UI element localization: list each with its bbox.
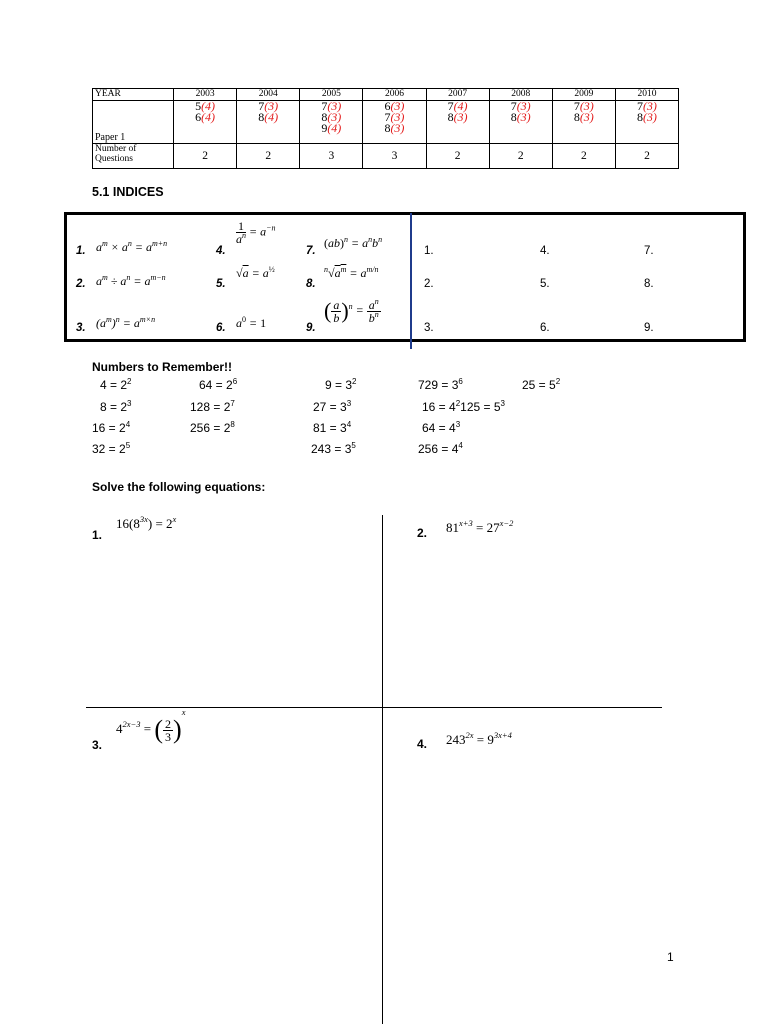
paper-cell: 7(3) 8(3) 9(4): [300, 101, 363, 144]
power-fact: $64 = 2^6$: [199, 377, 238, 392]
power-fact: $256 = 4^4$: [418, 441, 463, 456]
power-fact: $8 = 2^3$: [100, 399, 132, 414]
count-cell: 2: [489, 144, 552, 169]
year-table: [92, 88, 679, 169]
practice-number: 9.: [644, 322, 654, 334]
indices-divider: [410, 213, 412, 349]
year-cell: 2010: [615, 89, 678, 101]
section-title: 5.1 INDICES: [92, 185, 164, 199]
law-zero-formula: $a^0 = 1$: [236, 315, 267, 330]
solve-heading: Solve the following equations:: [92, 480, 266, 494]
equation-4: $243^{2x} = 9^{3x+4}$: [446, 730, 512, 747]
practice-number: 7.: [644, 245, 654, 257]
power-fact: $16 = 2^4$: [92, 420, 131, 435]
paper-label: Paper 1: [93, 101, 174, 144]
year-cell: 2007: [426, 89, 489, 101]
law-number: 7.: [306, 245, 316, 257]
paper-cell: 7(4) 8(3): [426, 101, 489, 144]
count-cell: 2: [426, 144, 489, 169]
equation-3: $4^{2x-3}$ = ( $\frac{2}{3}$ )$^x$: [116, 707, 186, 745]
paper-cell: 6(3) 7(3) 8(3): [363, 101, 426, 144]
law-number: 9.: [306, 322, 316, 334]
paper-cell: 7(3) 8(4): [237, 101, 300, 144]
power-fact: $243 = 3^5$: [311, 441, 356, 456]
law-number: 6.: [216, 322, 226, 334]
power-fact: $27 = 3^3$: [313, 399, 352, 414]
law-root-formula: $√a = a^{\frac{1}{2}}$: [236, 265, 275, 280]
question-number: 4.: [417, 737, 428, 751]
paper-cell: 7(3) 8(3): [489, 101, 552, 144]
practice-number: 1.: [424, 245, 434, 257]
year-cell: 2006: [363, 89, 426, 101]
year-cell: 2008: [489, 89, 552, 101]
law-bracket-formula: $(ab)^n = a^nb^n$: [324, 235, 383, 250]
paper-cell: 7(3) 8(3): [552, 101, 615, 144]
practice-number: 3.: [424, 322, 434, 334]
power-fact: $32 = 2^5$: [92, 441, 131, 456]
year-label: YEAR: [93, 89, 174, 101]
page-number: 1: [667, 950, 674, 964]
power-fact: $729 = 3^6$: [418, 377, 463, 392]
law-number: 2.: [76, 278, 86, 290]
paper-cell: 5(4) 6(4): [174, 101, 237, 144]
power-fact: $4 = 2^2$: [100, 377, 132, 392]
question-number: 1.: [92, 528, 103, 542]
power-fact: $128 = 2^7$: [190, 399, 235, 414]
practice-number: 5.: [540, 278, 550, 290]
question-number: 3.: [92, 738, 103, 752]
law-product-formula: $a^m \times a^n = a^{m+n}$: [96, 239, 168, 254]
equation-2: $81^{x+3} = 27^{x-2}$: [446, 518, 514, 535]
question-number: 2.: [417, 526, 428, 540]
grid-horizontal-line: [86, 707, 662, 708]
law-number: 8.: [306, 278, 316, 290]
law-number: 5.: [216, 278, 226, 290]
power-fact: $16 = 4^2125 = 5^3$: [422, 399, 505, 414]
power-fact: $64 = 4^3$: [422, 420, 461, 435]
law-negative-formula: $\frac{1}{a^n}$ = $a^{-n}$: [236, 219, 276, 246]
count-cell: 3: [300, 144, 363, 169]
law-fraction-formula: ( $\frac{a}{b}$ )$^n$ = $\frac{a^n}{b^n}$: [324, 296, 379, 325]
paper-cell: 7(3) 8(3): [615, 101, 678, 144]
count-cell: 3: [363, 144, 426, 169]
power-fact: $81 = 3^4$: [313, 420, 352, 435]
practice-number: 8.: [644, 278, 654, 290]
year-cell: 2003: [174, 89, 237, 101]
law-quotient-formula: $a^m \div a^n = a^{m-n}$: [96, 273, 166, 288]
year-cell: 2009: [552, 89, 615, 101]
power-fact: $256 = 2^8$: [190, 420, 235, 435]
count-cell: 2: [174, 144, 237, 169]
year-cell: 2004: [237, 89, 300, 101]
practice-number: 4.: [540, 245, 550, 257]
law-number: 3.: [76, 322, 86, 334]
law-power-formula: $(a^m)^n = a^{m\times n}$: [96, 315, 156, 330]
practice-number: 2.: [424, 278, 434, 290]
count-label: Number of Questions: [93, 144, 174, 169]
count-cell: 2: [237, 144, 300, 169]
count-cell: 2: [615, 144, 678, 169]
practice-number: 6.: [540, 322, 550, 334]
law-number: 4.: [216, 245, 226, 257]
grid-vertical-line: [382, 515, 383, 1024]
law-nth-root-formula: $^n√a^m = a^{m/n}$: [324, 265, 379, 280]
power-fact: $9 = 3^2$: [325, 377, 357, 392]
count-row: [93, 144, 679, 169]
year-cell: 2005: [300, 89, 363, 101]
count-cell: 2: [552, 144, 615, 169]
numbers-heading: Numbers to Remember!!: [92, 360, 233, 374]
law-number: 1.: [76, 245, 86, 257]
paper-row: [93, 101, 679, 144]
power-fact: $25 = 5^2$: [522, 377, 561, 392]
equation-1: $16(8^{3x}) = 2^x$: [116, 514, 177, 531]
